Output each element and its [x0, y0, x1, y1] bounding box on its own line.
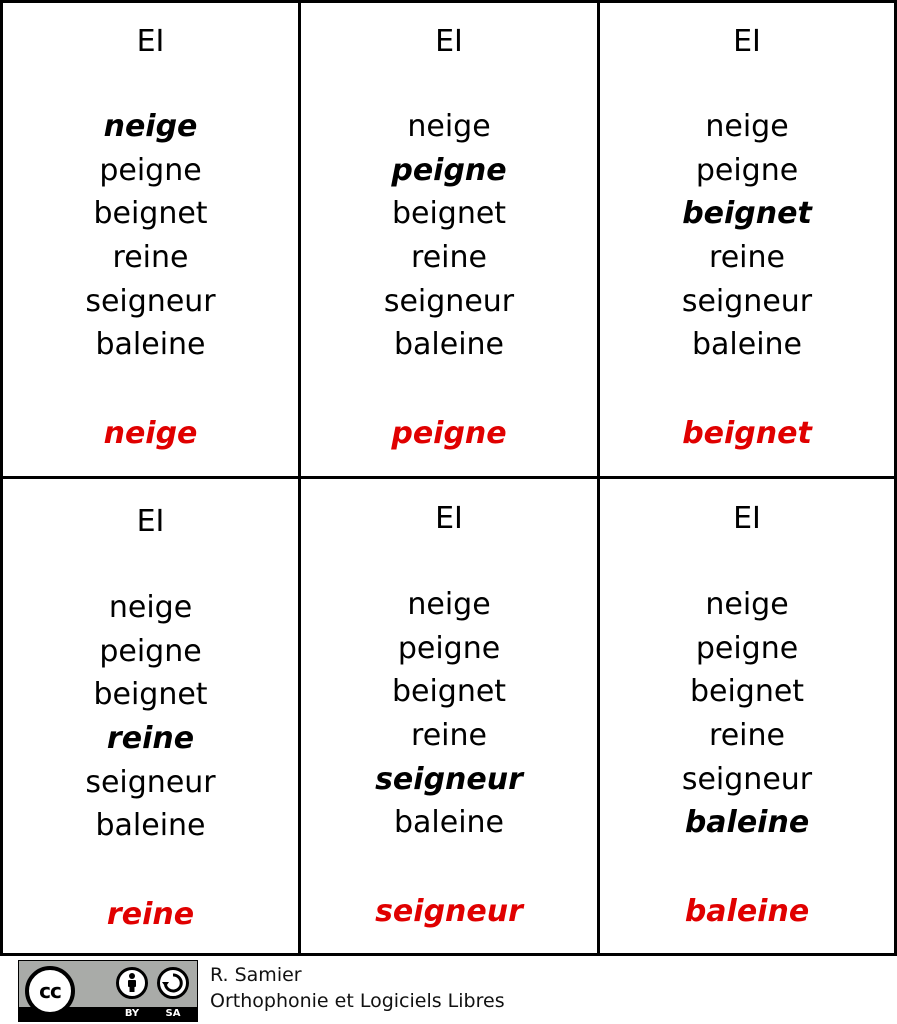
sa-share-icon	[157, 967, 189, 999]
card-title: EI	[435, 24, 463, 59]
word: seigneur	[85, 764, 216, 800]
cc-by-sa-badge	[18, 960, 198, 1022]
card-2	[298, 0, 600, 479]
card-4	[0, 476, 301, 956]
word: seigneur	[681, 283, 813, 319]
highlighted-word: baleine	[684, 805, 810, 841]
author-name: R. Samier	[210, 964, 302, 986]
sa-label: SA	[165, 1008, 181, 1019]
word: baleine	[393, 805, 505, 841]
card-answer: baleine	[684, 894, 810, 929]
highlighted-word: reine	[106, 721, 195, 757]
word: neige	[705, 109, 789, 144]
card-6	[597, 476, 897, 956]
word: baleine	[691, 327, 803, 363]
by-person-icon	[116, 967, 148, 999]
word: seigneur	[85, 283, 216, 319]
word: neige	[108, 590, 193, 625]
word: reine	[411, 718, 487, 754]
card-1	[0, 0, 301, 479]
card-answer: neige	[103, 416, 198, 451]
word: neige	[407, 109, 491, 144]
word: reine	[709, 240, 785, 276]
word: peigne	[695, 152, 799, 188]
word: beignet	[391, 196, 507, 232]
word: baleine	[393, 327, 505, 363]
by-label: BY	[124, 1008, 140, 1019]
card-title: EI	[733, 24, 761, 59]
word: baleine	[95, 808, 206, 844]
word: beignet	[391, 674, 507, 710]
word-list	[600, 583, 894, 845]
word: beignet	[93, 196, 208, 232]
card-title: EI	[136, 24, 165, 59]
organization-name: Orthophonie et Logiciels Libres	[210, 990, 505, 1012]
word: seigneur	[681, 761, 813, 797]
word: peigne	[695, 630, 799, 666]
card-answer: beignet	[682, 416, 812, 451]
card-5	[298, 476, 600, 956]
card-title: EI	[733, 501, 761, 536]
card-answer: peigne	[391, 416, 507, 451]
word: peigne	[99, 633, 202, 669]
word: neige	[407, 587, 491, 622]
word: reine	[112, 240, 189, 276]
word: reine	[411, 240, 487, 276]
card-3	[597, 0, 897, 479]
card-answer: reine	[106, 897, 195, 932]
highlighted-word: neige	[103, 109, 198, 144]
highlighted-word: seigneur	[375, 761, 523, 797]
word: beignet	[689, 674, 805, 710]
word: peigne	[397, 630, 501, 666]
word-list	[301, 105, 597, 367]
highlighted-word: beignet	[682, 196, 812, 232]
word-list	[3, 586, 298, 848]
word: seigneur	[383, 283, 515, 319]
card-title: EI	[435, 501, 463, 536]
card-answer: seigneur	[375, 894, 523, 929]
word-list	[3, 105, 298, 367]
word: neige	[705, 587, 789, 622]
word-list	[301, 583, 597, 845]
card-title: EI	[136, 504, 165, 539]
cc-icon: cc	[25, 966, 75, 1016]
credits	[210, 962, 505, 1014]
word-list	[600, 105, 894, 367]
word: reine	[709, 718, 785, 754]
word: baleine	[95, 327, 206, 363]
word: peigne	[99, 152, 202, 188]
highlighted-word: peigne	[391, 152, 507, 188]
word: beignet	[93, 677, 208, 713]
